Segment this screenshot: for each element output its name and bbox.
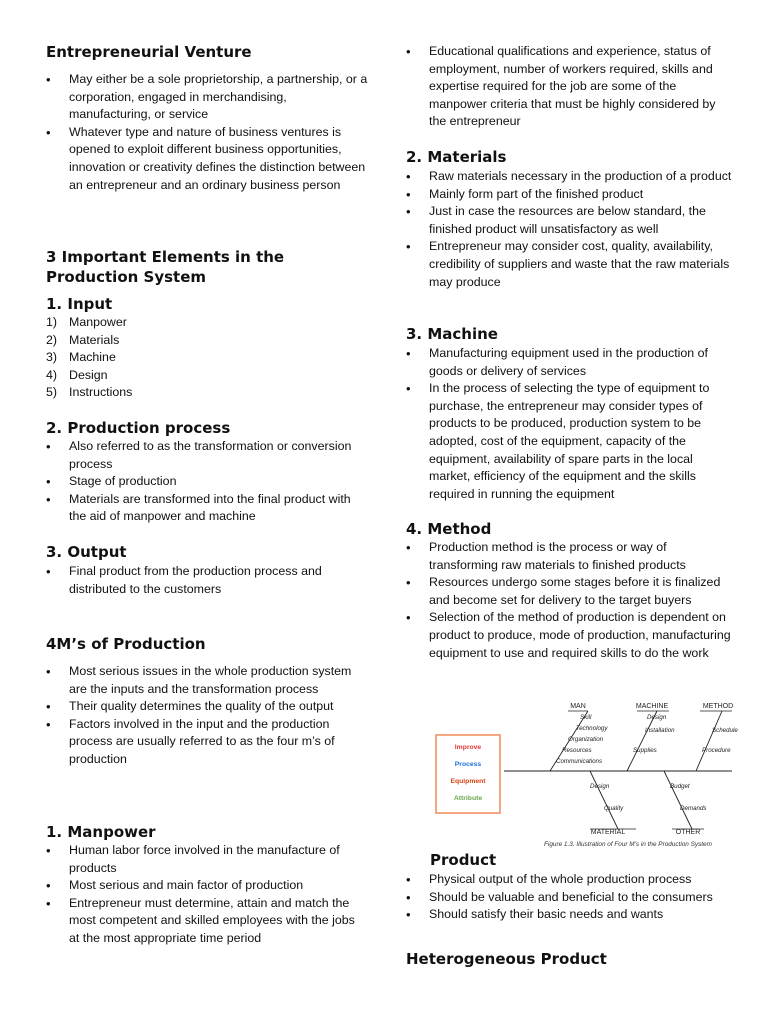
input-heading: 1. Input	[46, 295, 113, 313]
manpower-criteria-list	[406, 43, 732, 131]
product-heading: Product	[430, 851, 497, 869]
production-process-list	[46, 438, 368, 526]
bone-method	[696, 711, 722, 771]
svg-text:Quality: Quality	[604, 805, 624, 812]
svg-text:Design: Design	[647, 714, 667, 721]
svg-text:Communications: Communications	[556, 758, 603, 765]
svg-text:Budget: Budget	[670, 783, 690, 790]
list-item: • Just in case the resources are below standard, the finished product will unsatisfactory as well	[406, 203, 732, 238]
svg-text:Skill: Skill	[580, 714, 592, 721]
list-item: 3) Machine	[46, 350, 116, 365]
list-item: • Final product from the production process and distributed to the customers	[46, 563, 368, 598]
head-method: METHOD	[702, 703, 734, 710]
svg-text:Design: Design	[590, 783, 610, 790]
list-item: 4) Design	[46, 367, 108, 382]
list-item: • Their quality determines the quality of the output	[46, 698, 368, 716]
output-list	[46, 563, 368, 598]
heterogeneous-product-heading: Heterogeneous Product	[406, 950, 607, 968]
box-label-improve: Improve	[454, 744, 482, 751]
materials-heading: 2. Materials	[406, 148, 507, 166]
svg-text:Organization: Organization	[568, 736, 604, 743]
four-ms-heading: 4M’s of Production	[46, 635, 206, 653]
method-list	[406, 539, 732, 662]
machine-heading: 3. Machine	[406, 325, 498, 343]
svg-text:Schedule: Schedule	[712, 727, 738, 734]
figure-caption: Figure 1.3. Illustration of Four M’s in the Production System	[544, 841, 712, 848]
list-item: • Most serious and main factor of production	[46, 877, 368, 895]
machine-list	[406, 345, 732, 503]
list-item: • Whatever type and nature of business ventures is opened to exploit different business opportunities, innovation or creativity defines the distinction between an entrepreneur and an ordinary business person	[46, 124, 368, 194]
bone-other	[664, 771, 692, 829]
four-ms-fishbone-diagram	[432, 700, 738, 850]
head-other: OTHER	[675, 829, 701, 836]
list-item: • Manufacturing equipment used in the production of goods or delivery of services	[406, 345, 732, 380]
box-label-attribute: Attribute	[453, 795, 483, 802]
head-material: MATERIAL	[590, 829, 626, 836]
materials-list	[406, 168, 732, 291]
list-item: • Human labor force involved in the manufacture of products	[46, 842, 368, 877]
list-item: • Should satisfy their basic needs and wants	[406, 906, 732, 924]
list-item: • Entrepreneur must determine, attain and match the most competent and skilled employees with the jobs at the most appropriate time period	[46, 895, 368, 948]
box-label-process: Process	[454, 761, 482, 768]
head-man: MAN	[570, 703, 586, 710]
product-list	[406, 871, 732, 924]
production-process-heading: 2. Production process	[46, 419, 231, 437]
list-item: • Materials are transformed into the final product with the aid of manpower and machine	[46, 491, 368, 526]
list-item: • Most serious issues in the whole production system are the inputs and the transformation process	[46, 663, 368, 698]
box-label-equipment: Equipment	[450, 778, 486, 785]
list-item: • Physical output of the whole production process	[406, 871, 732, 889]
list-item: • Selection of the method of production is dependent on product to produce, mode of production, manufacturing equipment to use and required skills to do the work	[406, 609, 732, 662]
list-item: • Should be valuable and beneficial to the consumers	[406, 889, 732, 907]
entrepreneurial-venture-heading: Entrepreneurial Venture	[46, 43, 252, 61]
list-item: • Also referred to as the transformation or conversion process	[46, 438, 368, 473]
svg-text:Installation: Installation	[645, 727, 675, 734]
svg-text:Technology: Technology	[576, 725, 608, 732]
elements-heading: 3 Important Elements in the Production System	[46, 248, 285, 286]
svg-text:Supplies: Supplies	[633, 747, 657, 754]
list-item: 5) Instructions	[46, 385, 133, 400]
svg-text:Demands: Demands	[680, 805, 707, 812]
list-item: 2) Materials	[46, 332, 120, 347]
manpower-heading: 1. Manpower	[46, 823, 156, 841]
list-item: 1) Manpower	[46, 315, 127, 329]
list-item: • May either be a sole proprietorship, a partnership, or a corporation, engaged in merchandising, manufacturing, or service	[46, 71, 368, 124]
output-heading: 3. Output	[46, 543, 127, 561]
entrepreneurial-venture-list	[46, 71, 368, 194]
svg-text:Resources: Resources	[562, 747, 592, 754]
list-item: • Entrepreneur may consider cost, quality, availability, credibility of suppliers and waste that the raw materials may produce	[406, 238, 732, 291]
list-item: • Raw materials necessary in the production of a product	[406, 168, 732, 186]
list-item: • Factors involved in the input and the production process are usually referred to as the four m’s of production	[46, 716, 368, 769]
input-list	[46, 314, 368, 402]
manpower-list	[46, 842, 368, 948]
list-item: • Stage of production	[46, 473, 368, 491]
bone-material	[590, 771, 618, 829]
svg-text:Procedure: Procedure	[702, 747, 731, 754]
method-heading: 4. Method	[406, 520, 492, 538]
list-item: • Educational qualifications and experience, status of employment, number of workers required, skills and expertise required for the job are some of the manpower criteria that must be highly considered by the entrepreneur	[406, 43, 732, 131]
head-machine: MACHINE	[635, 703, 669, 710]
list-item: • Mainly form part of the finished product	[406, 186, 732, 204]
list-item: • Resources undergo some stages before it is finalized and become set for delivery to the target buyers	[406, 574, 732, 609]
list-item: • Production method is the process or way of transforming raw materials to finished products	[406, 539, 732, 574]
four-ms-list	[46, 663, 368, 769]
list-item: • In the process of selecting the type of equipment to purchase, the entrepreneur may consider types of products to be produced, production system to be adopted, cost of the equipment, capacity of the equipment, availability of spare parts in the local market, efficiency of the equipment and the skills required in running the equipment	[406, 380, 732, 503]
